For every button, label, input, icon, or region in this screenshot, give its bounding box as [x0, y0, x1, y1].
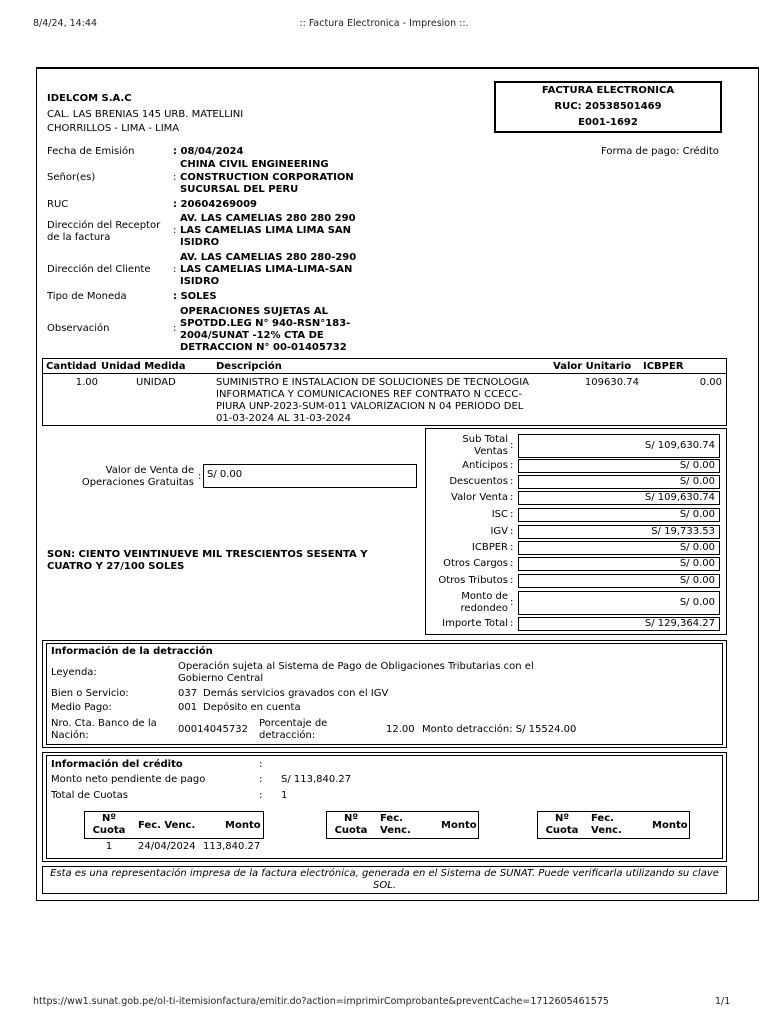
total-colon-3: : — [510, 492, 514, 503]
cuota1-row-n: 1 — [105, 841, 113, 852]
dir-cliente-line-3: ISIDRO — [180, 276, 220, 287]
cuota2-h-monto: Monto — [441, 820, 477, 831]
total-label-2: Descuentos — [449, 476, 508, 487]
total-value-9: S/ 0.00 — [518, 591, 720, 615]
total-colon-1: : — [510, 460, 514, 471]
cuota3-h-fec2: Venc. — [591, 825, 622, 836]
col-descripcion: Descripción — [216, 361, 282, 372]
dir-cliente-label: Dirección del Cliente — [47, 264, 151, 275]
table-row — [42, 377, 727, 423]
total-value-2: S/ 0.00 — [518, 475, 720, 489]
dir-receptor-label-2: de la factura — [47, 232, 111, 243]
bien-label: Bien o Servicio: — [51, 688, 129, 699]
total-colon-7: : — [510, 558, 514, 569]
total-value-1: S/ 0.00 — [518, 459, 720, 473]
cuota2-h-fec1: Fec. — [380, 813, 403, 824]
dir-receptor-colon: : — [173, 225, 177, 236]
total-colon-2: : — [510, 476, 514, 487]
forma-pago: Forma de pago: Crédito — [601, 146, 719, 157]
total-colon-10: : — [510, 618, 514, 629]
document-ruc: RUC: 20538501469 — [554, 101, 662, 112]
observacion-line-2: SPOTDD.LEG N° 940-RSN°183- — [180, 318, 351, 329]
total-cuotas-colon: : — [259, 790, 263, 801]
total-colon-6: : — [510, 542, 514, 553]
dir-cliente-line-1: AV. LAS CAMELIAS 280 280-290 — [180, 252, 357, 263]
dir-receptor-line-2: LAS CAMELIAS LIMA LIMA SAN — [180, 225, 352, 236]
observacion-line-4: DETRACCION N° 00-01405732 — [180, 342, 347, 353]
dir-receptor-label-1: Dirección del Receptor — [47, 220, 161, 231]
total-label-8: Otros Tributos — [438, 575, 508, 586]
total-colon-9: : — [510, 597, 514, 608]
cuota1-h-fec: Fec. Venc. — [138, 820, 196, 831]
issuer-address-2: CHORRILLOS - LIMA - LIMA — [47, 123, 180, 134]
observacion-line-3: 2004/SUNAT -12% CTA DE — [180, 330, 324, 341]
row-cantidad: 1.00 — [75, 377, 98, 388]
cta-label-2: Nación: — [51, 730, 89, 741]
leyenda-label: Leyenda: — [51, 667, 97, 678]
observacion-colon: : — [173, 323, 177, 334]
issuer-address-1: CAL. LAS BRENIAS 145 URB. MATELLINI — [47, 109, 244, 120]
document-id-box — [494, 81, 722, 133]
total-label-3: Valor Venta — [451, 492, 508, 503]
moneda-label: Tipo de Moneda — [47, 291, 127, 302]
total-value-8: S/ 0.00 — [518, 574, 720, 588]
total-colon-4: : — [510, 509, 514, 520]
total-cuotas-value: 1 — [281, 790, 288, 801]
dir-receptor-line-1: AV. LAS CAMELIAS 280 280 290 — [180, 213, 356, 224]
document-type: FACTURA ELECTRONICA — [541, 85, 675, 96]
credito-title: Información del crédito — [51, 759, 183, 770]
monto-pendiente-colon: : — [259, 774, 263, 785]
senor-line-2: CONSTRUCTION CORPORATION — [180, 172, 354, 183]
gratuitas-colon: : — [198, 471, 202, 482]
total-label-6: ICBPER — [471, 542, 508, 553]
print-title: :: Factura Electronica - Impresion ::. — [299, 18, 469, 29]
total-value-4: S/ 0.00 — [518, 508, 720, 522]
total-value-7: S/ 0.00 — [518, 557, 720, 571]
ruc-value: : 20604269009 — [173, 199, 258, 210]
row-desc-2: INFORMATICA Y COMUNICACIONES REF CONTRATO N CCECC- — [216, 389, 522, 400]
gratuitas-label-2: Operaciones Gratuitas — [81, 477, 194, 488]
issuer-name: IDELCOM S.A.C — [47, 93, 132, 104]
total-value-10: S/ 129,364.27 — [518, 617, 720, 631]
cta-value: 00014045732 — [178, 724, 248, 735]
ruc-label: RUC — [47, 199, 69, 210]
medio-label: Medio Pago: — [51, 702, 112, 713]
senor-colon: : — [173, 172, 177, 183]
col-valor-unitario: Valor Unitario — [553, 361, 632, 372]
pct-value: 12.00 — [386, 724, 415, 735]
row-unidad: UNIDAD — [136, 377, 176, 388]
total-label-7: Otros Cargos — [443, 558, 508, 569]
total-label-10: Importe Total — [442, 618, 508, 629]
footer-note-line-1: Esta es una representación impresa de la factura electrónica, generada en el Sistema de SUNAT. Puede verificarla utilizando su clave — [50, 868, 719, 879]
dir-cliente-colon: : — [173, 264, 177, 275]
footer-note-line-2: SOL. — [373, 880, 396, 891]
cuota1-row-fec: 24/04/2024 — [138, 841, 196, 852]
bien-code: 037 — [178, 688, 198, 699]
detraccion-title: Información de la detracción — [51, 646, 213, 657]
col-icbper: ICBPER — [643, 361, 684, 372]
row-valor: 109630.74 — [584, 377, 639, 388]
total-label-0: Sub Total Ventas — [462, 434, 508, 457]
row-desc-4: 01-03-2024 AL 31-03-2024 — [216, 413, 351, 424]
cuota2-h-n1: Nº — [343, 813, 358, 824]
cuota1-row-monto: 113,840.27 — [203, 841, 261, 852]
medio-desc: Depósito en cuenta — [203, 702, 301, 713]
son-line-1: SON: CIENTO VEINTINUEVE MIL TRESCIENTOS SESENTA Y — [47, 549, 368, 560]
cta-label-1: Nro. Cta. Banco de la — [51, 718, 157, 729]
pct-label-1: Porcentaje de — [259, 718, 328, 729]
row-desc-1: SUMINISTRO E INSTALACION DE SOLUCIONES DE TECNOLOGIA — [216, 377, 530, 388]
total-label-5: IGV — [490, 526, 508, 537]
leyenda-line-1: Operación sujeta al Sistema de Pago de Obligaciones Tributarias con el — [178, 661, 534, 672]
total-value-5: S/ 19,733.53 — [518, 525, 720, 539]
bien-desc: Demás servicios gravados con el IGV — [203, 688, 389, 699]
total-label-1: Anticipos — [462, 460, 508, 471]
cuota2-h-fec2: Venc. — [380, 825, 411, 836]
senor-label: Señor(es) — [47, 172, 96, 183]
moneda-value: : SOLES — [173, 291, 217, 302]
pct-label-2: detracción: — [259, 730, 316, 741]
gratuitas-label-1: Valor de Venta de — [105, 465, 194, 476]
cuota1-h-n1: Nº — [101, 813, 116, 824]
cuota3-h-n2: Cuota — [545, 825, 579, 836]
leyenda-line-2: Gobierno Central — [178, 673, 264, 684]
cuota3-h-n1: Nº — [554, 813, 569, 824]
col-cantidad: Cantidad — [46, 361, 97, 372]
total-value-6: S/ 0.00 — [518, 541, 720, 555]
observacion-label: Observación — [47, 323, 110, 334]
cuota1-h-n2: Cuota — [92, 825, 126, 836]
senor-line-3: SUCURSAL DEL PERU — [180, 184, 299, 195]
total-label-9: Monto de redondeo — [460, 591, 508, 614]
print-url: https://ww1.sunat.gob.pe/ol-ti-itemisionfactura/emitir.do?action=imprimirComprobante&preventCache=1712605461575 — [33, 996, 609, 1007]
total-colon-5: : — [510, 526, 514, 537]
document-number: E001-1692 — [578, 117, 638, 128]
monto-pendiente-value: S/ 113,840.27 — [281, 774, 352, 785]
son-line-2: CUATRO Y 27/100 SOLES — [47, 561, 185, 572]
cuota1-h-monto: Monto — [225, 820, 261, 831]
observacion-line-1: OPERACIONES SUJETAS AL — [180, 306, 328, 317]
dir-cliente-line-2: LAS CAMELIAS LIMA-LIMA-SAN — [180, 264, 353, 275]
fecha-label: Fecha de Emisión — [47, 146, 135, 157]
medio-code: 001 — [178, 702, 198, 713]
total-label-4: ISC — [491, 509, 508, 520]
cuota2-h-n2: Cuota — [334, 825, 368, 836]
total-value-0: S/ 109,630.74 — [518, 434, 720, 458]
gratuitas-value: S/ 0.00 — [203, 464, 417, 488]
cuota3-h-fec1: Fec. — [591, 813, 614, 824]
total-cuotas-label: Total de Cuotas — [51, 790, 128, 801]
print-datetime: 8/4/24, 14:44 — [33, 18, 97, 29]
row-desc-3: PIURA UNP-2023-SUM-011 VALORIZACION N 04 PERIODO DEL — [216, 401, 524, 412]
senor-line-1: CHINA CIVIL ENGINEERING — [180, 159, 329, 170]
credito-title-colon: : — [259, 759, 263, 770]
total-value-3: S/ 109,630.74 — [518, 491, 720, 505]
fecha-value: : 08/04/2024 — [173, 146, 244, 157]
col-unidad: Unidad Medida — [101, 361, 186, 372]
row-icbper: 0.00 — [699, 377, 722, 388]
monto-detraccion: Monto detracción: S/ 15524.00 — [422, 724, 577, 735]
dir-receptor-line-3: ISIDRO — [180, 237, 220, 248]
cuota3-h-monto: Monto — [652, 820, 688, 831]
total-colon-8: : — [510, 575, 514, 586]
monto-pendiente-label: Monto neto pendiente de pago — [51, 774, 206, 785]
total-colon-0: : — [510, 440, 514, 451]
print-page-number: 1/1 — [715, 996, 731, 1007]
